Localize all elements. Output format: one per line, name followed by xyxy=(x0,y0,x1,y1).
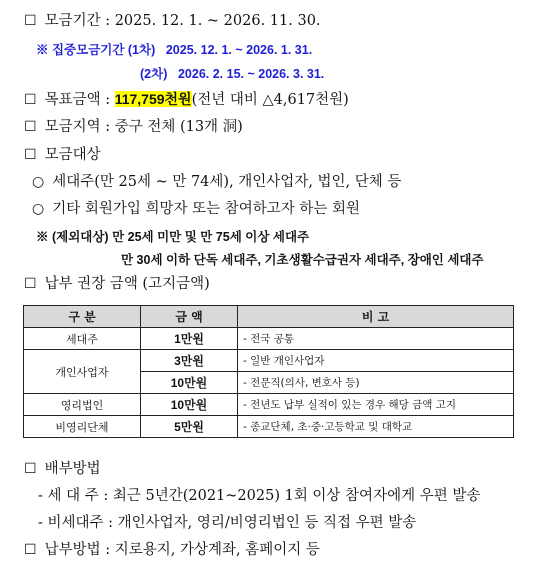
distribution-item-1-text: - 세 대 주 : 최근 5년간(2021~2025) 1회 이상 참여자에게 우편 발송 xyxy=(38,488,481,504)
checkbox-square-icon: ☐ xyxy=(24,542,37,558)
row-category: 세대주 xyxy=(24,328,141,350)
row-amount: 1만원 xyxy=(141,328,238,350)
region-line xyxy=(24,117,243,137)
distribution-label: 배부방법 xyxy=(44,461,101,477)
focus-range-2: 2026. 2. 15. ~ 2026. 3. 31. xyxy=(177,67,325,81)
region-label: 모금지역 : 중구 전체 (13개 洞) xyxy=(44,119,243,135)
subjects-label: 모금대상 xyxy=(44,147,101,163)
header-category: 구 분 xyxy=(24,306,141,328)
row-note: - 전국 공통 xyxy=(238,328,514,350)
fee-table-header xyxy=(24,306,514,328)
focus-prefix: ※ 집중모금기간 (1차) xyxy=(36,43,156,57)
row-category: 영리법인 xyxy=(24,394,141,416)
recommended-label: 납부 권장 금액 (고지금액) xyxy=(44,276,210,292)
payment-label: 납부방법 : 지로용지, 가상계좌, 홈페이지 등 xyxy=(44,542,320,558)
distribution-item-2-text: - 비세대주 : 개인사업자, 영리/비영리법인 등 직접 우편 발송 xyxy=(38,515,417,531)
checkbox-square-icon: ☐ xyxy=(24,119,37,135)
row-category: 개인사업자 xyxy=(24,350,141,394)
circle-bullet-icon: ○ xyxy=(32,201,45,217)
checkbox-square-icon: ☐ xyxy=(24,92,37,108)
subjects-item-2-text: 기타 회원가입 희망자 또는 참여하고자 하는 회원 xyxy=(52,201,361,217)
row-amount: 5만원 xyxy=(141,416,238,438)
checkbox-square-icon: ☐ xyxy=(24,147,37,163)
row-amount: 10만원 xyxy=(141,372,238,394)
subjects-item-1-text: 세대주(만 25세 ~ 만 74세), 개인사업자, 법인, 단체 등 xyxy=(52,174,402,190)
row-note: - 전년도 납부 실적이 있는 경우 해당 금액 고지 xyxy=(238,394,514,416)
checkbox-square-icon: ☐ xyxy=(24,276,37,292)
focus-range-1: 2025. 12. 1. ~ 2026. 1. 31. xyxy=(165,43,313,57)
target-line xyxy=(24,89,349,110)
row-note: - 일반 개인사업자 xyxy=(238,350,514,372)
table-row xyxy=(24,350,514,372)
circle-bullet-icon: ○ xyxy=(32,174,45,190)
table-row xyxy=(24,328,514,350)
subjects-item-1 xyxy=(32,172,401,192)
row-note: - 종교단체, 초·중·고등학교 및 대학교 xyxy=(238,416,514,438)
target-compare: (전년 대비 △4,617천원) xyxy=(191,92,349,108)
period-label: 모금기간 : 2025. 12. 1. ~ 2026. 11. 30. xyxy=(44,13,321,29)
fee-table xyxy=(23,305,514,438)
exclusion-text-1: ※ (제외대상) 만 25세 미만 및 만 75세 이상 세대주 xyxy=(36,230,310,244)
subjects-line xyxy=(24,145,101,165)
table-row xyxy=(24,416,514,438)
target-amount: 117,759천원 xyxy=(114,91,192,107)
checkbox-square-icon: ☐ xyxy=(24,461,37,477)
row-category: 비영리단체 xyxy=(24,416,141,438)
focus-period-2 xyxy=(140,64,324,84)
recommended-line xyxy=(24,274,210,294)
header-amount: 금 액 xyxy=(141,306,238,328)
checkbox-square-icon: ☐ xyxy=(24,13,37,29)
exclusion-line-2 xyxy=(121,250,484,270)
exclusion-text-2: 만 30세 이하 단독 세대주, 기초생활수급권자 세대주, 장애인 세대주 xyxy=(121,253,484,267)
row-amount: 3만원 xyxy=(141,350,238,372)
focus-period-1 xyxy=(36,40,312,60)
period-line xyxy=(24,11,321,31)
table-row xyxy=(24,394,514,416)
payment-line xyxy=(24,540,320,560)
distribution-item-1 xyxy=(38,486,480,506)
distribution-item-2 xyxy=(38,513,416,533)
row-amount: 10만원 xyxy=(141,394,238,416)
exclusion-line-1 xyxy=(36,227,309,247)
header-note: 비 고 xyxy=(238,306,514,328)
focus-2-label: (2차) xyxy=(140,67,168,81)
row-note: - 전문직(의사, 변호사 등) xyxy=(238,372,514,394)
target-label: 목표금액 : xyxy=(44,92,111,108)
subjects-item-2 xyxy=(32,199,360,219)
distribution-line xyxy=(24,459,101,479)
